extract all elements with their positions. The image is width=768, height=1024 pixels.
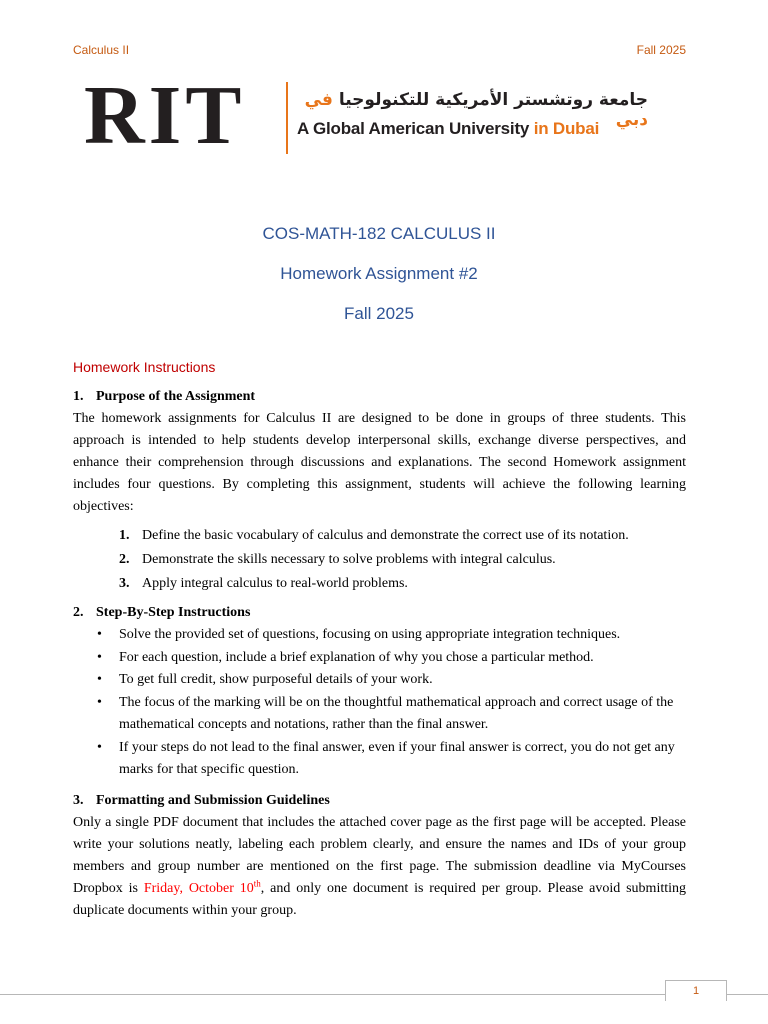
section-title: Formatting and Submission Guidelines [96, 792, 330, 808]
bullet-icon: • [97, 739, 102, 755]
section-number: 3. [73, 792, 84, 808]
objective-number: 1. [119, 528, 130, 543]
deadline-date: Friday, October 10 [143, 880, 254, 896]
list-item [73, 669, 686, 692]
section-number: 2. [73, 605, 84, 620]
purpose-paragraph: The homework assignments for Calculus II are designed to be done in groups of three students. This approach is intended to help students develop interpersonal skills, exchange diverse perspectives, and enhance their comprehension through discussions and explanations. The second Homework assignment includes four questions. By completing this assignment, students will achieve the following learning objectives: [73, 411, 686, 514]
section-heading [73, 602, 686, 624]
objective-number: 3. [119, 576, 130, 591]
bullet-icon: • [97, 672, 102, 687]
section-heading [73, 386, 686, 408]
logo-wordmark: RIT [84, 69, 246, 162]
logo-english-text [297, 119, 599, 139]
logo-arabic-main: جامعة روتشستر الأمريكية للتكنولوجيا [332, 90, 648, 110]
bullet-text: The focus of the marking will be on the thoughtful mathematical approach and correct usage of the mathematical concepts and notations, rather than the final answer. [119, 694, 674, 732]
bullet-icon: • [97, 694, 102, 710]
rit-dubai-logo [84, 69, 664, 162]
bullet-icon: • [97, 627, 102, 642]
list-item [73, 572, 686, 596]
list-item [73, 737, 686, 782]
bullet-text: To get full credit, show purposeful details of your work. [119, 672, 433, 687]
section-title: Purpose of the Assignment [96, 389, 256, 404]
logo-arabic-accent: في دبي [304, 90, 648, 130]
objective-text: Define the basic vocabulary of calculus and demonstrate the correct use of its notation. [142, 528, 629, 543]
bullet-icon: • [97, 649, 102, 665]
submission-paragraph [73, 812, 686, 922]
submission-text: Only a single PDF document that includes the attached cover page as the first page will be accepted. Please write your solutions neatly, labeling each problem clearly, and ensure the names and IDs of your group members and group number are mentioned on the first page. The submission deadline via MyCourses Dropbox is [73, 814, 686, 896]
objective-number: 2. [119, 552, 130, 567]
header-course: Calculus II [73, 43, 130, 57]
deadline-text [143, 877, 261, 896]
list-item [73, 647, 686, 670]
bullet-text: Solve the provided set of questions, focusing on using appropriate integration techniques. [119, 627, 621, 642]
logo-divider [286, 82, 288, 154]
bullet-text: For each question, include a brief explanation of why you chose a particular method. [119, 649, 594, 665]
section-number: 1. [73, 389, 84, 404]
term-title: Fall 2025 [344, 304, 414, 323]
logo-english-main: A Global American University [297, 119, 534, 138]
list-item [73, 524, 686, 548]
list-item [73, 548, 686, 572]
document-body [73, 386, 686, 922]
section-heading [73, 790, 686, 812]
objectives-list [73, 524, 686, 596]
steps-list [73, 624, 686, 782]
assignment-title: Homework Assignment #2 [280, 264, 478, 283]
section-title: Step-By-Step Instructions [96, 605, 251, 620]
bullet-text: If your steps do not lead to the final answer, even if your final answer is correct, you do not get any marks for that specific question. [119, 739, 675, 777]
instructions-heading: Homework Instructions [73, 359, 216, 375]
deadline-suffix: th [253, 877, 261, 888]
footer-rule [0, 994, 768, 995]
list-item [73, 624, 686, 647]
objective-text: Demonstrate the skills necessary to solve problems with integral calculus. [142, 552, 556, 567]
submission-text-end: , and only one document is required per group. Please avoid submitting duplicate documents within your group. [73, 880, 687, 918]
list-item [73, 692, 686, 737]
header-term: Fall 2025 [636, 43, 686, 57]
course-title: COS-MATH-182 CALCULUS II [262, 224, 496, 243]
page-number: 1 [665, 980, 727, 1001]
objective-text: Apply integral calculus to real-world problems. [142, 576, 408, 591]
logo-english-accent: in Dubai [533, 119, 600, 138]
